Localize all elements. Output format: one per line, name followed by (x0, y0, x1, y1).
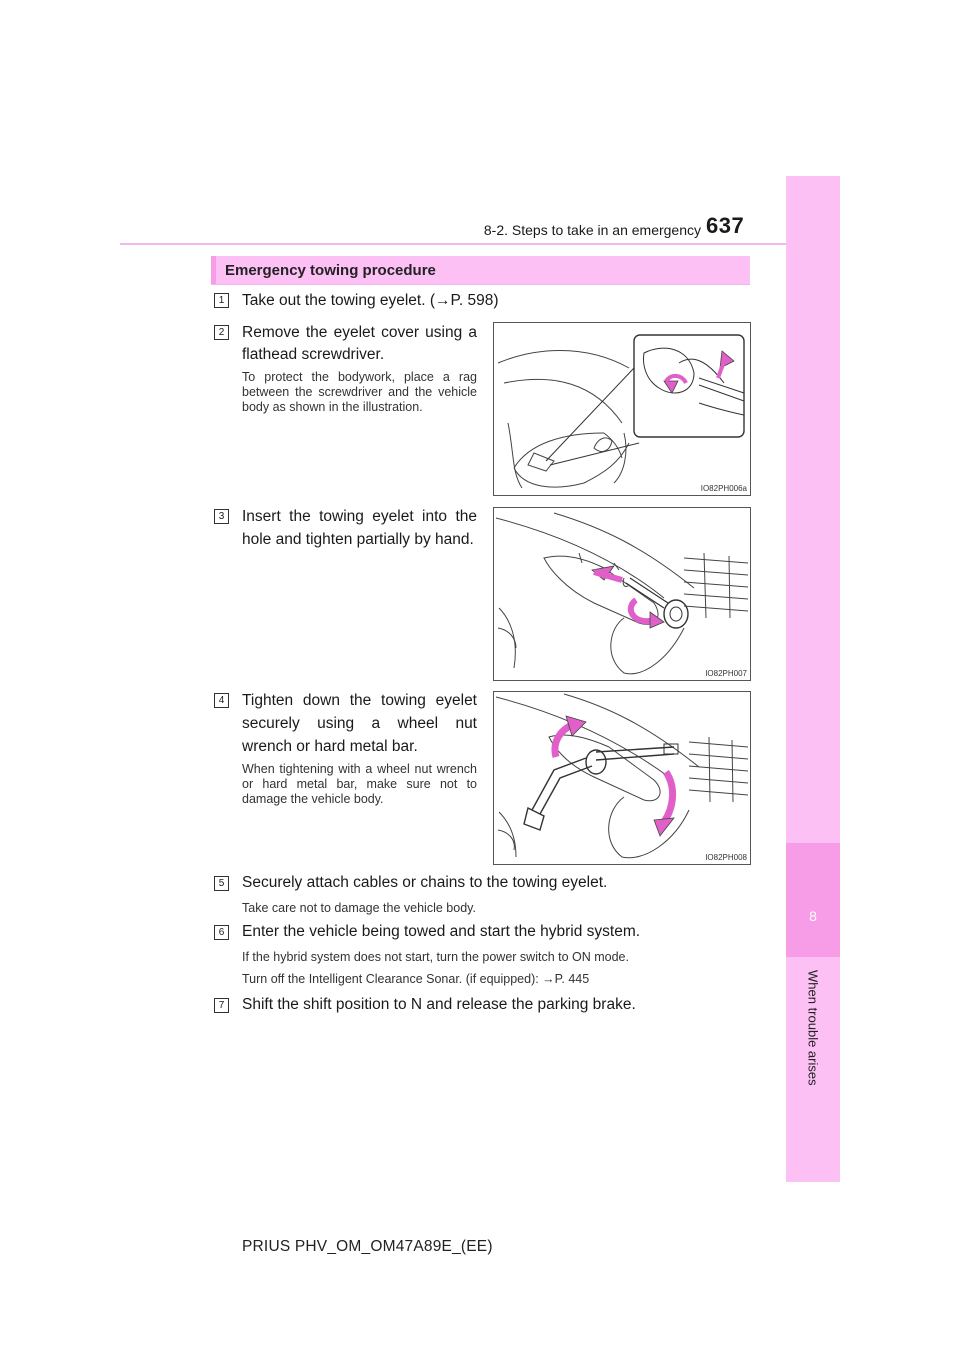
figure-code-step-3: IO82PH007 (705, 669, 747, 678)
footer-document-code: PRIUS PHV_OM_OM47A89E_(EE) (242, 1238, 493, 1255)
chapter-title-vertical (770, 970, 856, 1170)
step-4-note: When tightening with a wheel nut wrench or hard metal bar, make sure not to damage the vehicle body. (242, 762, 477, 806)
step-number-5: 5 (214, 876, 229, 891)
illustration-insert-eyelet (494, 508, 750, 680)
step-5-note: Take care not to damage the vehicle body. (242, 901, 476, 915)
step-7-text: Shift the shift position to N and release the parking brake. (242, 996, 636, 1013)
step-number-4: 4 (214, 693, 229, 708)
step-6-note-2: Turn off the Intelligent Clearance Sonar. (if equipped): →P. 445 (242, 972, 590, 986)
section-heading-rule (211, 284, 750, 285)
step-number-6: 6 (214, 925, 229, 940)
step-2-text: Remove the eyelet cover using a flathead screwdriver. (242, 324, 477, 363)
step-2-note: To protect the bodywork, place a rag between the screwdriver and the vehicle body as shown in the illustration. (242, 370, 477, 414)
figure-remove-eyelet-cover (493, 322, 751, 496)
chapter-number: 8 (809, 908, 817, 924)
step-number-7: 7 (214, 998, 229, 1013)
step-5-text: Securely attach cables or chains to the towing eyelet. (242, 874, 608, 891)
step-4-text: Tighten down the towing eyelet securely using a wheel nut wrench or hard metal bar. (242, 692, 477, 755)
section-heading: Emergency towing procedure (225, 262, 436, 279)
figure-tighten-eyelet (493, 691, 751, 865)
step-6-text: Enter the vehicle being towed and start the hybrid system. (242, 923, 641, 940)
step-number-1: 1 (214, 293, 229, 308)
figure-insert-towing-eyelet (493, 507, 751, 681)
chapter-number-box (786, 843, 840, 957)
header-rule (120, 243, 786, 245)
step-number-2: 2 (214, 325, 229, 340)
figure-code-step-4: IO82PH008 (705, 853, 747, 862)
step-3-text: Insert the towing eyelet into the hole and tighten partially by hand. (242, 508, 477, 548)
step-6-note: If the hybrid system does not start, turn the power switch to ON mode. (242, 950, 629, 964)
figure-code-step-2: IO82PH006a (700, 484, 747, 493)
step-1-text: Take out the towing eyelet. (→P. 598) (242, 292, 499, 309)
page-number: 637 (706, 213, 745, 238)
illustration-screwdriver-cover (494, 323, 750, 495)
running-header-section: 8-2. Steps to take in an emergency (483, 222, 701, 238)
chapter-title: When trouble arises (805, 970, 821, 1086)
step-number-3: 3 (214, 509, 229, 524)
illustration-wrench (494, 692, 750, 864)
